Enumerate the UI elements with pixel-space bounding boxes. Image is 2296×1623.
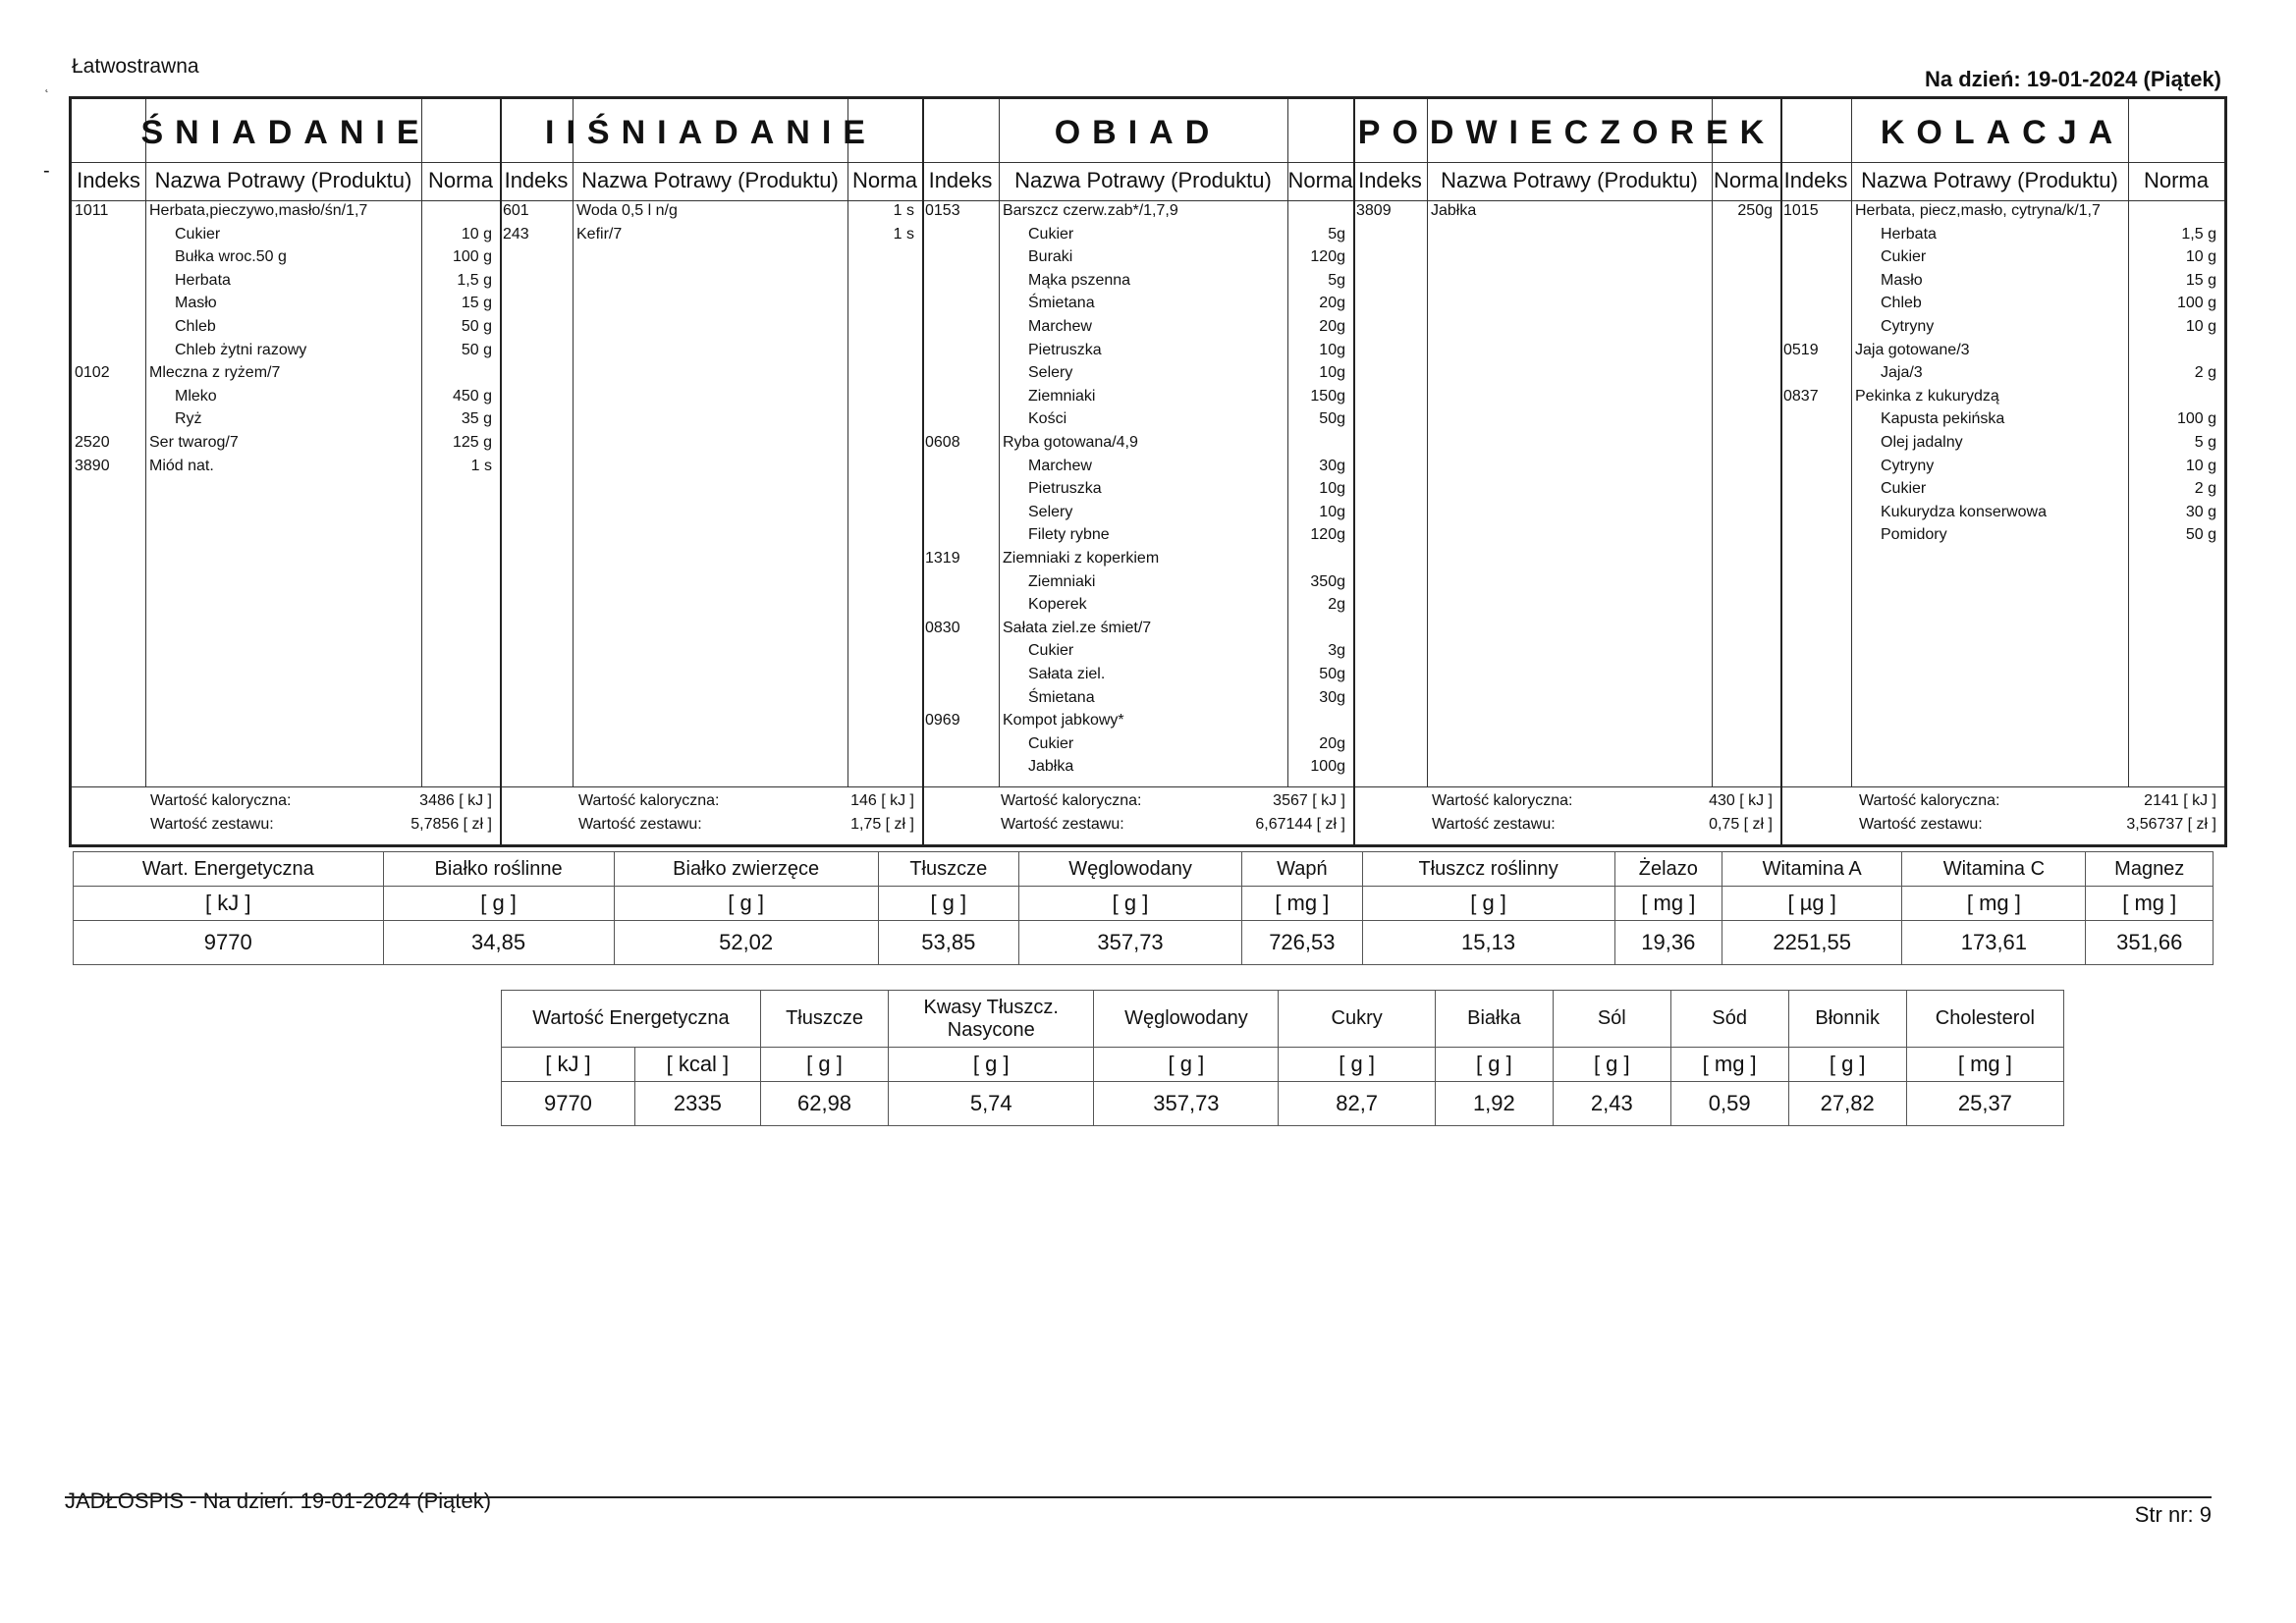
item-norm: 100 g: [452, 248, 492, 266]
column-header-norm: Norma: [1713, 168, 1778, 192]
item-norm: 1 s: [893, 225, 914, 243]
nutrient-name: Wart. Energetyczna: [74, 852, 384, 887]
item-norm: [1287, 432, 1345, 454]
ingredient-name: Cukier: [1881, 248, 1927, 266]
meal-title: ŚNIADANIE: [140, 114, 431, 151]
item-norm: 50g: [1319, 666, 1345, 682]
item-index: 0153: [925, 202, 960, 219]
ingredient-name: Marchew: [1028, 457, 1092, 474]
meal-title: PODWIECZOREK: [1357, 114, 1777, 151]
nutrient-value: 53,85: [878, 921, 1018, 965]
item-norm: 20g: [1319, 734, 1345, 752]
nutrition-table-1: [73, 851, 2214, 965]
nutrient-unit: [ g ]: [614, 887, 878, 921]
meal-set-value: 0,75 [ zł ]: [1709, 816, 1773, 833]
nutrient-unit: [ mg ]: [1242, 887, 1363, 921]
ingredient-name: Cytryny: [1881, 457, 1935, 474]
item-norm: [2128, 340, 2216, 361]
column-header-name: Nazwa Potrawy (Produktu): [581, 168, 839, 192]
item-index: 601: [503, 202, 529, 219]
item-norm: 2 g: [2194, 364, 2216, 382]
item-norm: 100g: [1310, 758, 1345, 776]
footer-label-set-value: Wartość zestawu:: [150, 816, 274, 833]
ingredient-name: Ziemniaki: [1028, 387, 1096, 405]
ingredient-name: Cukier: [1028, 225, 1074, 243]
footer-divider: [65, 1496, 2212, 1498]
nutrient-unit: [ g ]: [1553, 1048, 1670, 1082]
column-header-index: Indeks: [1783, 168, 1848, 192]
dish-name: Kompot jabkowy*: [1003, 712, 1124, 730]
nutrient-name: Tłuszcze: [760, 991, 888, 1048]
dish-name: Barszcz czerw.zab*/1,7,9: [1003, 202, 1178, 219]
ingredient-name: Mąka pszenna: [1028, 271, 1131, 289]
item-norm: 100 g: [2176, 295, 2216, 312]
nutrient-name: Sód: [1670, 991, 1788, 1048]
ingredient-name: Chleb: [1881, 295, 1922, 312]
item-norm: 10 g: [2185, 457, 2216, 474]
nutrient-value: 15,13: [1362, 921, 1614, 965]
nutrient-unit: [ mg ]: [2086, 887, 2214, 921]
item-index: 1015: [1783, 202, 1819, 219]
nutrient-unit: [ µg ]: [1722, 887, 1902, 921]
ingredient-name: Cukier: [1881, 480, 1927, 498]
column-header-name: Nazwa Potrawy (Produktu): [1014, 168, 1272, 192]
nutrient-name: Białko roślinne: [383, 852, 614, 887]
column-header-index: Indeks: [1358, 168, 1422, 192]
nutrient-name: Cukry: [1279, 991, 1435, 1048]
nutrient-unit: [ g ]: [760, 1048, 888, 1082]
item-norm: 30 g: [2185, 503, 2216, 520]
item-norm: [1287, 200, 1345, 222]
item-index: 3809: [1356, 202, 1392, 219]
nutrient-name: Tłuszcz roślinny: [1362, 852, 1614, 887]
footer-label-set-value: Wartość zestawu:: [1001, 816, 1124, 833]
item-norm: 10 g: [461, 225, 492, 243]
dish-name: Mleczna z ryżem/7: [149, 364, 281, 382]
footer-label-set-value: Wartość zestawu:: [1859, 816, 1983, 833]
nutrient-value: 5,74: [889, 1082, 1094, 1126]
item-norm: 10g: [1319, 503, 1345, 520]
nutrient-name: Cholesterol: [1906, 991, 2063, 1048]
nutrient-unit: [ mg ]: [1614, 887, 1722, 921]
nutrient-value: 9770: [74, 921, 384, 965]
nutrient-value: 357,73: [1018, 921, 1241, 965]
ingredient-name: Jabłka: [1028, 758, 1074, 776]
ingredient-name: Śmietana: [1028, 688, 1095, 706]
item-norm: 10g: [1319, 364, 1345, 382]
nutrient-value: 27,82: [1788, 1082, 1906, 1126]
nutrient-value: 0,59: [1670, 1082, 1788, 1126]
nutrient-name: Wartość Energetyczna: [502, 991, 761, 1048]
item-norm: 50 g: [461, 318, 492, 335]
item-norm: 50g: [1319, 410, 1345, 428]
item-norm: 450 g: [452, 387, 492, 405]
footer-label-calories: Wartość kaloryczna:: [150, 792, 292, 809]
ingredient-name: Marchew: [1028, 318, 1092, 335]
nutrient-value: 726,53: [1242, 921, 1363, 965]
nutrient-unit: [ mg ]: [1670, 1048, 1788, 1082]
column-rule: [1851, 99, 1852, 786]
scan-mark: ˛: [45, 79, 49, 92]
item-norm: 1,5 g: [2181, 225, 2216, 243]
ingredient-name: Buraki: [1028, 248, 1073, 266]
nutrient-name: Wapń: [1242, 852, 1363, 887]
ingredient-name: Koperek: [1028, 596, 1087, 614]
item-norm: 125 g: [452, 434, 492, 451]
nutrient-name: Witamina C: [1902, 852, 2086, 887]
column-rule: [1427, 99, 1428, 786]
column-header-norm: Norma: [851, 168, 917, 192]
column-header-norm: Norma: [427, 168, 493, 192]
ingredient-name: Filety rybne: [1028, 526, 1110, 544]
margin-dash: -: [43, 160, 50, 182]
item-norm: 20g: [1319, 318, 1345, 335]
meal-separator: [1353, 99, 1355, 844]
item-norm: 10g: [1319, 480, 1345, 498]
item-norm: [1287, 618, 1345, 639]
item-norm: 1 s: [893, 202, 914, 219]
nutrient-value: 173,61: [1902, 921, 2086, 965]
column-header-norm: Norma: [2143, 168, 2209, 192]
item-norm: [2128, 200, 2216, 222]
item-index: 0102: [75, 364, 110, 382]
footer-label-calories: Wartość kaloryczna:: [1001, 792, 1142, 809]
item-norm: 30g: [1319, 457, 1345, 474]
column-header-name: Nazwa Potrawy (Produktu): [1441, 168, 1698, 192]
column-header-index: Indeks: [504, 168, 569, 192]
nutrient-unit: [ g ]: [889, 1048, 1094, 1082]
nutrient-unit: [ kcal ]: [634, 1048, 760, 1082]
meal-set-value: 1,75 [ zł ]: [850, 816, 914, 833]
dish-name: Jaja gotowane/3: [1855, 341, 1970, 358]
ingredient-name: Jaja/3: [1881, 364, 1923, 382]
nutrient-value: 52,02: [614, 921, 878, 965]
item-norm: 2 g: [2194, 480, 2216, 498]
meal-separator: [922, 99, 924, 844]
item-norm: [2128, 386, 2216, 407]
column-rule: [573, 99, 574, 786]
column-header-index: Indeks: [928, 168, 993, 192]
item-index: 0608: [925, 434, 960, 451]
item-norm: 50 g: [461, 341, 492, 358]
nutrient-name: Błonnik: [1788, 991, 1906, 1048]
nutrient-name: Białka: [1435, 991, 1553, 1048]
meal-title: KOLACJA: [1880, 114, 2125, 151]
dish-name: Ryba gotowana/4,9: [1003, 434, 1138, 451]
nutrient-value: 357,73: [1094, 1082, 1279, 1126]
ingredient-name: Chleb żytni razowy: [175, 341, 307, 358]
meal-calories: 430 [ kJ ]: [1709, 792, 1773, 809]
nutrient-unit: [ g ]: [1279, 1048, 1435, 1082]
ingredient-name: Pietruszka: [1028, 480, 1102, 498]
ingredient-name: Chleb: [175, 318, 216, 335]
item-norm: 15 g: [2185, 271, 2216, 289]
column-rule: [999, 99, 1000, 786]
nutrient-name: Żelazo: [1614, 852, 1722, 887]
item-norm: 120g: [1310, 526, 1345, 544]
ingredient-name: Kapusta pekińska: [1881, 410, 2005, 428]
dish-name: Ser twarog/7: [149, 434, 239, 451]
nutrient-name: Kwasy Tłuszcz. Nasycone: [889, 991, 1094, 1048]
item-norm: [1287, 710, 1345, 731]
nutrient-value: 2,43: [1553, 1082, 1670, 1126]
nutrient-value: 351,66: [2086, 921, 2214, 965]
dish-name: Woda 0,5 l n/g: [576, 202, 678, 219]
footer-label-set-value: Wartość zestawu:: [578, 816, 702, 833]
nutrient-unit: [ kJ ]: [74, 887, 384, 921]
item-norm: 10 g: [2185, 318, 2216, 335]
nutrient-name: Magnez: [2086, 852, 2214, 887]
dish-name: Herbata,pieczywo,masło/śn/1,7: [149, 202, 368, 219]
ingredient-name: Sałata ziel.: [1028, 666, 1106, 682]
nutrient-unit: [ mg ]: [1902, 887, 2086, 921]
item-norm: 5g: [1328, 271, 1345, 289]
item-index: 2520: [75, 434, 110, 451]
item-norm: 3g: [1328, 642, 1345, 660]
column-header-name: Nazwa Potrawy (Produktu): [154, 168, 412, 192]
nutrient-unit: [ g ]: [1788, 1048, 1906, 1082]
nutrient-unit: [ g ]: [1018, 887, 1241, 921]
table-rule: [72, 162, 2224, 163]
nutrient-value: 25,37: [1906, 1082, 2063, 1126]
meal-set-value: 5,7856 [ zł ]: [410, 816, 492, 833]
dish-name: Kefir/7: [576, 225, 623, 243]
column-header-name: Nazwa Potrawy (Produktu): [1861, 168, 2118, 192]
page-number: Str nr: 9: [2134, 1502, 2212, 1527]
item-norm: 10g: [1319, 341, 1345, 358]
meal-set-value: 6,67144 [ zł ]: [1255, 816, 1345, 833]
ingredient-name: Herbata: [175, 271, 231, 289]
nutrient-value: 2335: [634, 1082, 760, 1126]
meal-separator: [500, 99, 502, 844]
nutrient-unit: [ g ]: [1435, 1048, 1553, 1082]
item-norm: 1 s: [470, 457, 492, 474]
item-norm: 5g: [1328, 225, 1345, 243]
item-index: 0519: [1783, 341, 1819, 358]
dish-name: Herbata, piecz,masło, cytryna/k/1,7: [1855, 202, 2101, 219]
ingredient-name: Kości: [1028, 410, 1067, 428]
item-index: 243: [503, 225, 529, 243]
column-header-norm: Norma: [1287, 168, 1353, 192]
nutrient-name: Tłuszcze: [878, 852, 1018, 887]
ingredient-name: Ziemniaki: [1028, 572, 1096, 590]
dish-name: Jabłka: [1431, 202, 1477, 219]
column-header-index: Indeks: [77, 168, 140, 192]
ingredient-name: Pietruszka: [1028, 341, 1102, 358]
footer-label-set-value: Wartość zestawu:: [1432, 816, 1556, 833]
nutrient-unit: [ g ]: [1362, 887, 1614, 921]
meal-set-value: 3,56737 [ zł ]: [2126, 816, 2216, 833]
ingredient-name: Cytryny: [1881, 318, 1935, 335]
nutrient-unit: [ g ]: [383, 887, 614, 921]
item-index: 0969: [925, 712, 960, 730]
item-norm: 20g: [1319, 295, 1345, 312]
ingredient-name: Selery: [1028, 503, 1073, 520]
ingredient-name: Olej jadalny: [1881, 434, 1963, 451]
nutrient-unit: [ g ]: [878, 887, 1018, 921]
footer-label-calories: Wartość kaloryczna:: [1859, 792, 2000, 809]
item-norm: 30g: [1319, 688, 1345, 706]
nutrient-value: 34,85: [383, 921, 614, 965]
meal-calories: 3486 [ kJ ]: [419, 792, 492, 809]
table-rule: [72, 786, 2224, 787]
nutrient-value: 2251,55: [1722, 921, 1902, 965]
ingredient-name: Kukurydza konserwowa: [1881, 503, 2047, 520]
ingredient-name: Masło: [1881, 271, 1923, 289]
nutrient-name: Węglowodany: [1018, 852, 1241, 887]
item-index: 1319: [925, 550, 960, 567]
dish-name: Ziemniaki z koperkiem: [1003, 550, 1160, 567]
item-norm: 350g: [1310, 572, 1345, 590]
item-norm: 5 g: [2194, 434, 2216, 451]
item-norm: 50 g: [2185, 526, 2216, 544]
footer-label-calories: Wartość kaloryczna:: [578, 792, 720, 809]
meal-calories: 3567 [ kJ ]: [1273, 792, 1345, 809]
nutrient-name: Białko zwierzęce: [614, 852, 878, 887]
meal-calories: 146 [ kJ ]: [850, 792, 914, 809]
ingredient-name: Cukier: [1028, 642, 1074, 660]
ingredient-name: Masło: [175, 295, 217, 312]
item-norm: 15 g: [461, 295, 492, 312]
nutrient-unit: [ g ]: [1094, 1048, 1279, 1082]
nutrient-unit: [ kJ ]: [502, 1048, 635, 1082]
meal-plan-table: [69, 96, 2227, 847]
menu-date: Na dzień: 19-01-2024 (Piątek): [1924, 67, 2221, 91]
item-norm: 250g: [1737, 202, 1773, 219]
meal-title: IIŚNIADANIE: [545, 114, 877, 151]
ingredient-name: Mleko: [175, 387, 217, 405]
nutrient-name: Sól: [1553, 991, 1670, 1048]
item-index: 1011: [75, 202, 109, 219]
nutrient-name: Witamina A: [1722, 852, 1902, 887]
item-norm: 150g: [1310, 387, 1345, 405]
item-index: 0837: [1783, 387, 1819, 405]
item-index: 3890: [75, 457, 110, 474]
ingredient-name: Selery: [1028, 364, 1073, 382]
meal-calories: 2141 [ kJ ]: [2144, 792, 2216, 809]
ingredient-name: Bułka wroc.50 g: [175, 248, 287, 266]
item-norm: [1287, 548, 1345, 569]
nutrient-name: Węglowodany: [1094, 991, 1279, 1048]
nutrient-unit: [ mg ]: [1906, 1048, 2063, 1082]
ingredient-name: Cukier: [175, 225, 221, 243]
nutrition-table-2: [501, 990, 2064, 1126]
ingredient-name: Herbata: [1881, 225, 1937, 243]
item-norm: [421, 200, 492, 222]
ingredient-name: Cukier: [1028, 734, 1074, 752]
item-norm: 100 g: [2176, 410, 2216, 428]
footer-label-calories: Wartość kaloryczna:: [1432, 792, 1573, 809]
nutrient-value: 9770: [502, 1082, 635, 1126]
diet-name: Łatwostrawna: [72, 55, 199, 78]
meal-title: OBIAD: [1054, 114, 1222, 151]
dish-name: Sałata ziel.ze śmiet/7: [1003, 619, 1152, 636]
item-index: 0830: [925, 619, 960, 636]
item-norm: 1,5 g: [457, 271, 492, 289]
ingredient-name: Śmietana: [1028, 295, 1095, 312]
item-norm: 120g: [1310, 248, 1345, 266]
dish-name: Miód nat.: [149, 457, 214, 474]
nutrient-value: 19,36: [1614, 921, 1722, 965]
nutrient-value: 1,92: [1435, 1082, 1553, 1126]
nutrient-value: 62,98: [760, 1082, 888, 1126]
item-norm: 10 g: [2185, 248, 2216, 266]
ingredient-name: Pomidory: [1881, 526, 1947, 544]
nutrient-value: 82,7: [1279, 1082, 1435, 1126]
meal-separator: [1780, 99, 1782, 844]
item-norm: 35 g: [461, 410, 492, 428]
ingredient-name: Ryż: [175, 410, 202, 428]
dish-name: Pekinka z kukurydzą: [1855, 387, 1999, 405]
column-rule: [145, 99, 146, 786]
item-norm: 2g: [1328, 596, 1345, 614]
footer-title: JADŁOSPIS - Na dzień: 19-01-2024 (Piątek): [65, 1488, 492, 1513]
item-norm: [421, 362, 492, 384]
